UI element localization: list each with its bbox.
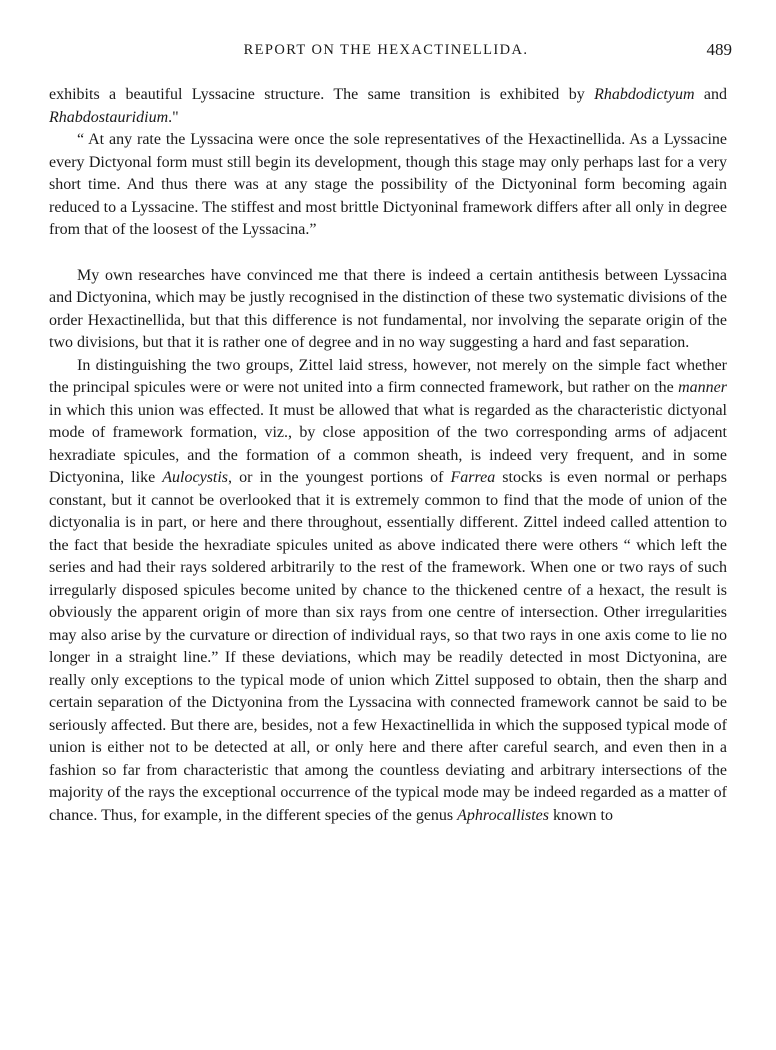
paragraph-3 xyxy=(49,265,727,355)
text-run: “ At any rate the Lyssacina were once the sole representatives of the Hexactinellida. As a Lyssacine every Dictyonal form must still begin its development, though this stage may only perhaps last for a very short time. And thus there was at any stage the possibility of the Dictyoninal form becoming again reduced to a Lyssacine. The stiffest and most brittle Dictyoninal framework differs after all only in degree from that of the loosest of the Lyssacina.” xyxy=(49,131,727,238)
italic-run: Farrea xyxy=(450,469,496,486)
italic-run: Rhabdostauridium xyxy=(49,108,169,126)
text-run: My own researches have convinced me that there is indeed a certain antithesis between Lyssacina and Dictyonina, which may be justly recognised in the distinction of these two systematic divisions of the order Hexactinellida, but that this difference is not fundamental, nor involving the separate origin of the two divisions, but that it is rather one of degree and in no way suggesting a hard and fast separation. xyxy=(49,266,727,351)
text-run: In distinguishing the two groups, Zittel laid stress, however, not merely on the simple fact whether the principal spicules were or were not united into a firm connected framework, but rather on the xyxy=(49,356,727,396)
running-title: REPORT ON THE HEXACTINELLIDA. xyxy=(243,42,529,58)
paragraph-gap xyxy=(49,242,727,265)
text-run: known to xyxy=(549,806,613,824)
text-run: , or in the youngest portions of xyxy=(228,469,451,486)
text-run: ." xyxy=(168,108,179,126)
paragraph-1 xyxy=(49,84,727,129)
paragraph-2-quotation xyxy=(49,129,727,242)
italic-run: Aphrocallistes xyxy=(457,806,549,824)
text-run: in which this union was effected. It must be allowed that what is regarded as the characteristic dictyonal mode of framework formation, viz., by close apposition of the two corresponding arms of adjacent hexradiate spicules, and the formation of a common sheath, is indeed very frequent, and in some Dictyonina, like xyxy=(49,401,727,486)
body-text xyxy=(49,84,727,827)
italic-run: Rhabdodictyum xyxy=(594,86,695,103)
italic-run: Aulocystis xyxy=(162,469,229,486)
page-header xyxy=(40,40,732,64)
italic-run: manner xyxy=(678,379,727,396)
page-number: 489 xyxy=(706,40,732,59)
text-run: stocks is even normal or perhaps constant, but it cannot be overlooked that it is extremely common to find that the mode of union of the dictyonalia is in part, or here and there throughout, essentially different. Zittel indeed called attention to the fact that beside the hexradiate spicules united as above indicated there were others “ which left the series and had their rays soldered arbitrarily to the rest of the framework. When one or two rays of such irregularly disposed spicules become united by chance to the thickened centre of a hexact, the result is obviously the apparent origin of more than six rays from one centre of intersection. Other irregularities may also arise by the curvature or direction of individual rays, so that two rays in one axis come to lie no longer in a straight line.” If these deviations, which may be readily detected in most Dictyonina, are really only exceptions to the typical mode of union which Zittel supposed to obtain, then the sharp and certain separation of the Dictyonina from the Lyssacina with connected framework cannot be said to be seriously affected. But there are, besides, not a few Hexactinellida in which the supposed typical mode of union is either not to be detected at all, or only here and there after careful search, and even then in a fashion so far from characteristic that among the countless deviating and arbitrary intersections of the majority of the rays the exceptional occurrence of the typical mode may be indeed regarded as a matter of chance. Thus, for example, in the different species of the genus xyxy=(49,469,728,824)
text-run: exhibits a beautiful Lyssacine structure. The same transition is exhibited by xyxy=(49,86,595,103)
paragraph-4 xyxy=(49,355,727,828)
text-run: and xyxy=(694,86,728,103)
